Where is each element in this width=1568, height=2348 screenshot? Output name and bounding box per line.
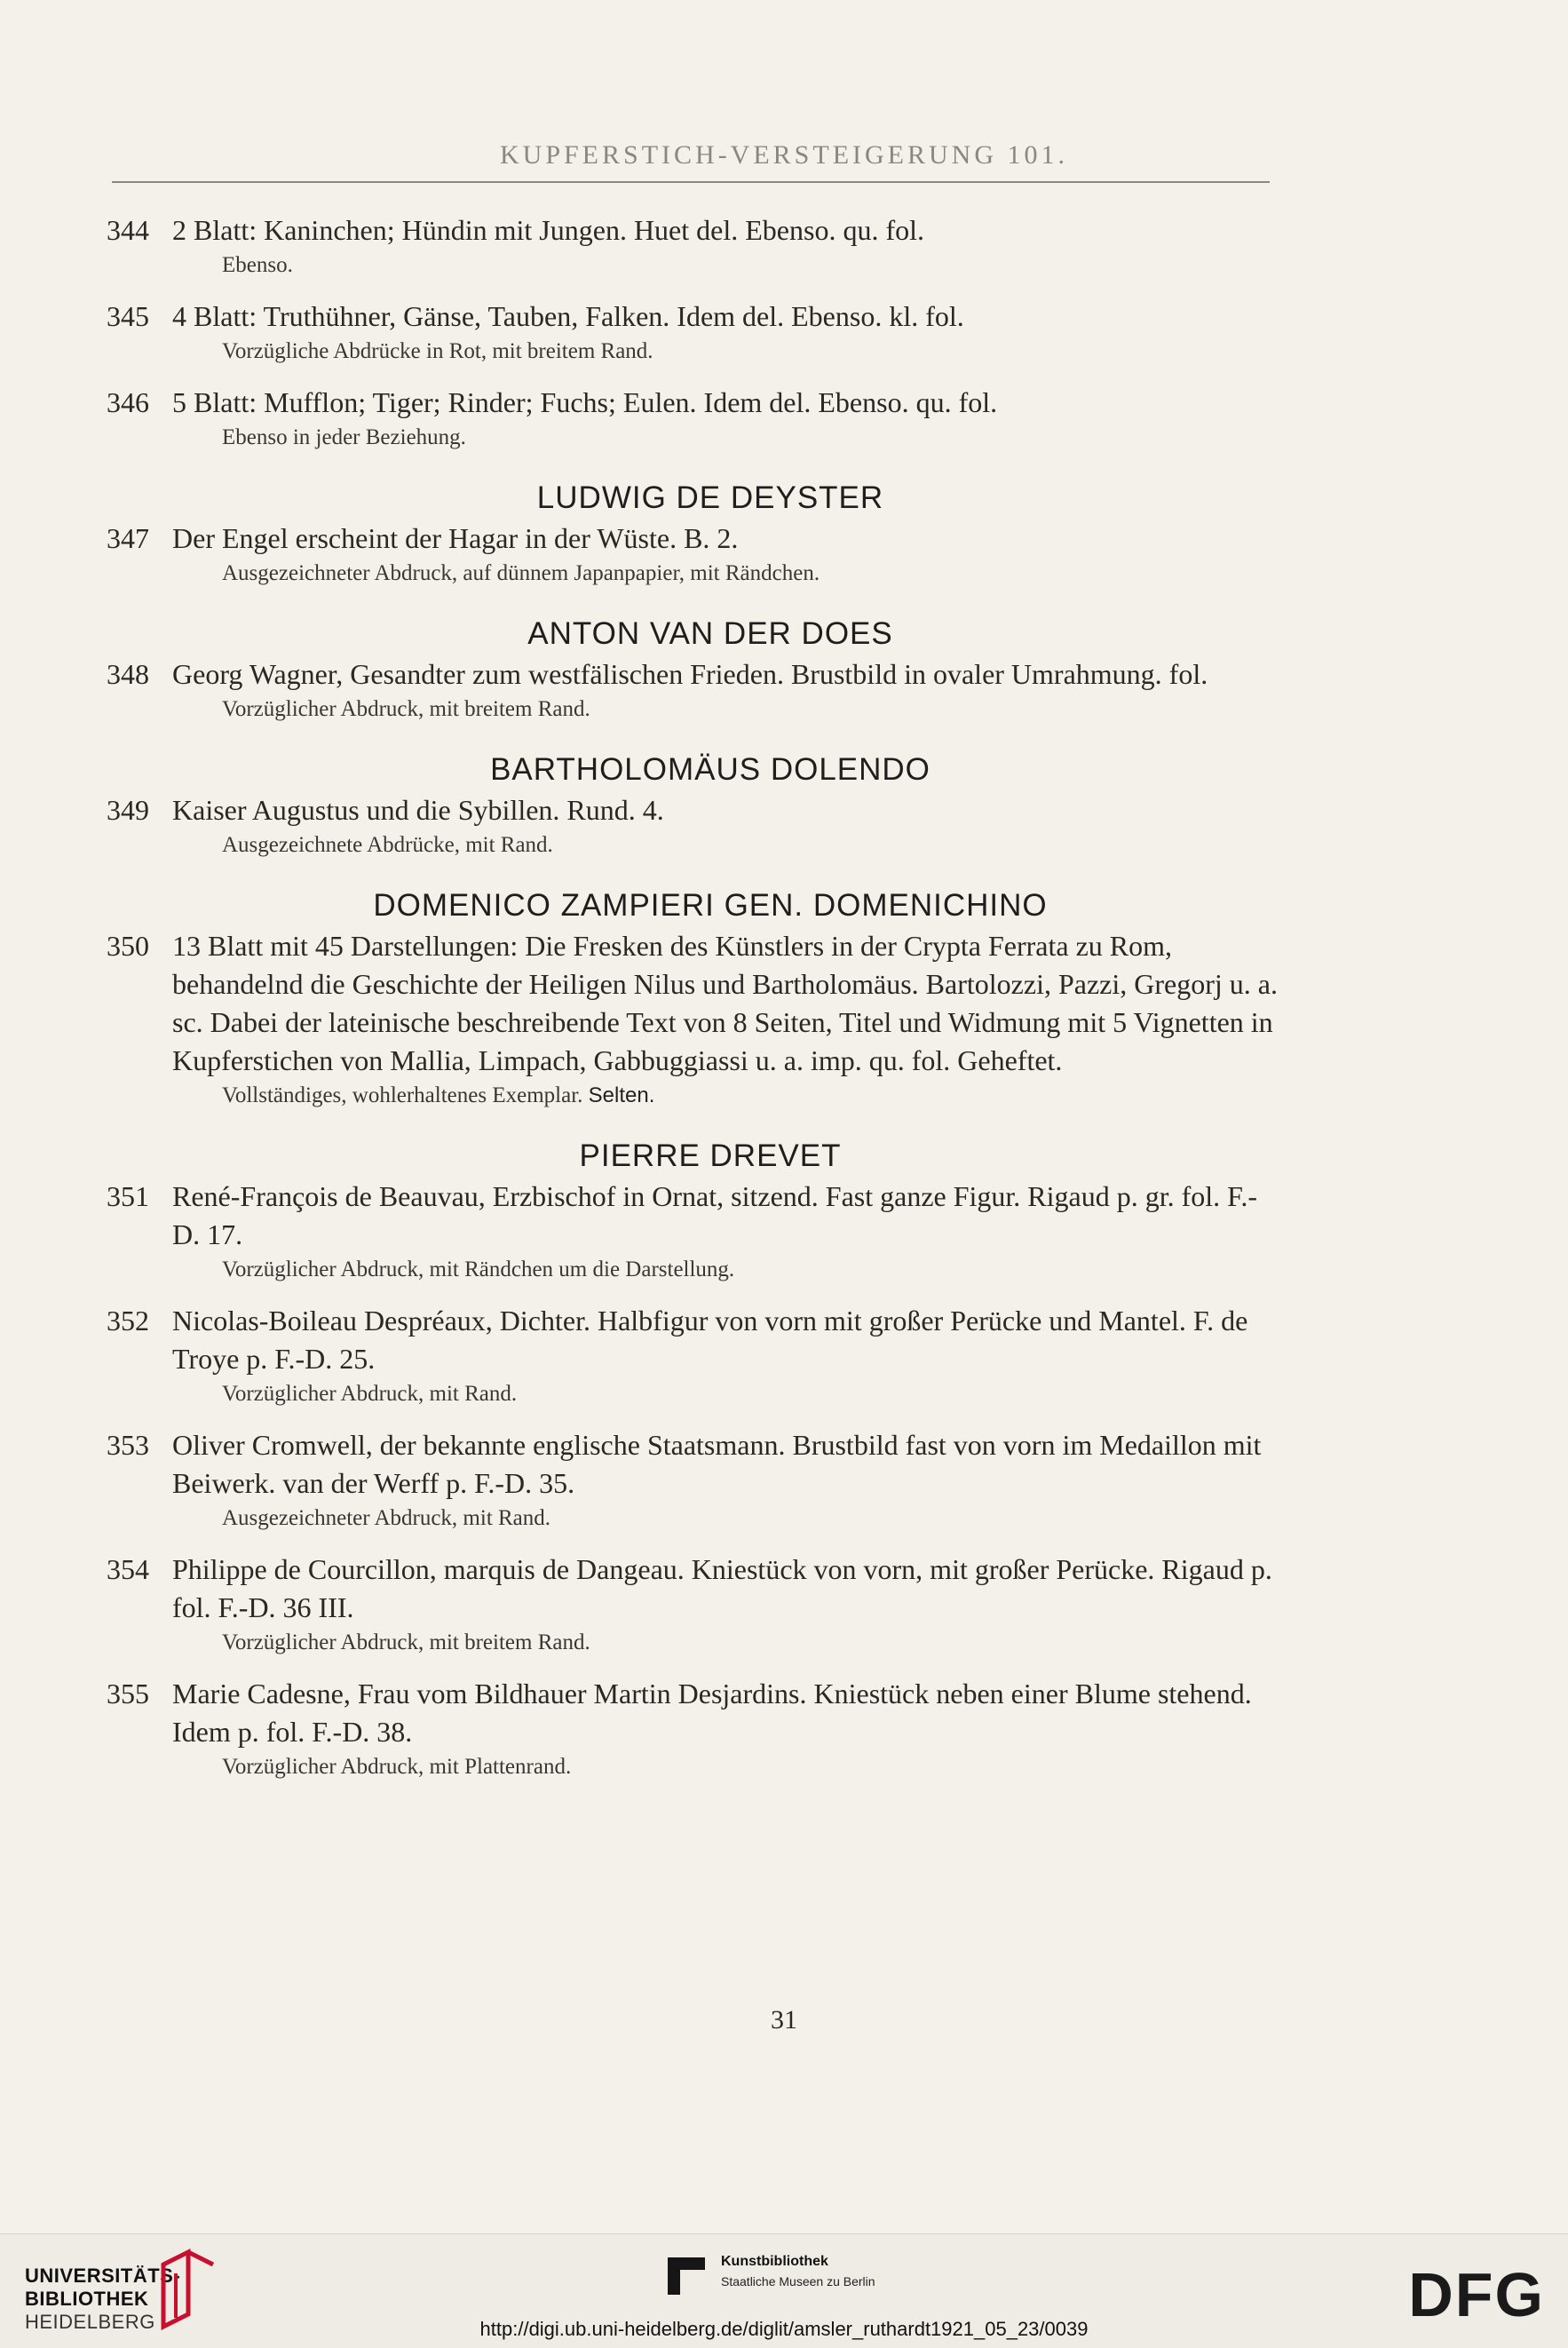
lot-entry	[107, 1551, 1279, 1659]
lot-text: 13 Blatt mit 45 Darstellungen: Die Fresken des Künstlers in der Crypta Ferrata zu Rom, behandelnd die Geschichte der Heiligen Nilus und Bartholomäus. Bartolozzi, Pazzi, Gregorj u. a. sc. Dabei der lateinische beschreibende Text von 8 Seiten, Titel und Widmung mit 5 Vignetten in Kupferstichen von Mallia, Limpach, Gabbuggiassi u. a. imp. qu. fol. Geheftet.	[172, 930, 1278, 1076]
lot-number: 344	[107, 214, 149, 246]
lot-note: Vorzügliche Abdrücke in Rot, mit breitem Rand.	[222, 339, 653, 363]
lot-entry	[107, 1426, 1279, 1535]
lot-text: René-François de Beauvau, Erzbischof in Ornat, sitzend. Fast ganze Figur. Rigaud p. gr. fol. F.-D. 17.	[172, 1180, 1258, 1250]
lot-note: Vorzüglicher Abdruck, mit Rand.	[222, 1382, 518, 1406]
lot-text: Marie Cadesne, Frau vom Bildhauer Martin Desjardins. Kniestück neben einer Blume stehend. Idem p. fol. F.-D. 38.	[172, 1678, 1252, 1748]
lot-number: 350	[107, 930, 149, 962]
page-number: 31	[771, 2005, 797, 2035]
lot-number: 355	[107, 1678, 149, 1709]
kunstbibliothek-logo-icon	[668, 2257, 705, 2295]
lot-entry	[107, 520, 1279, 590]
kb-subtitle: Staatliche Museen zu Berlin	[721, 2274, 875, 2289]
lot-note: Ebenso in jeder Beziehung.	[222, 425, 466, 449]
lot-entry	[107, 297, 1279, 368]
digitization-footer	[0, 2233, 1568, 2348]
lot-text: Kaiser Augustus und die Sybillen. Rund. 4.	[172, 794, 664, 826]
lot-number: 345	[107, 300, 149, 332]
ub-logo-line: BIBLIOTHEK	[25, 2288, 149, 2310]
lot-entry	[107, 927, 1279, 1112]
lot-text: 2 Blatt: Kaninchen; Hündin mit Jungen. Huet del. Ebenso. qu. fol.	[172, 214, 924, 246]
lot-text: 5 Blatt: Mufflon; Tiger; Rinder; Fuchs; Eulen. Idem del. Ebenso. qu. fol.	[172, 386, 998, 418]
ub-logo-line: HEIDELBERG	[25, 2311, 155, 2333]
lot-note	[172, 1080, 1279, 1112]
lot-entry	[107, 1178, 1279, 1286]
lot-text: Oliver Cromwell, der bekannte englische Staatsmann. Brustbild fast von vorn im Medaillon mit Beiwerk. van der Werff p. F.-D. 35.	[172, 1429, 1262, 1499]
lot-entry	[107, 1302, 1279, 1410]
lot-entry	[107, 655, 1279, 726]
artist-heading: ANTON VAN DER DOES	[527, 616, 893, 651]
lot-note: Vorzüglicher Abdruck, mit breitem Rand.	[222, 697, 590, 721]
lot-note: Vorzüglicher Abdruck, mit Rändchen um die Darstellung.	[222, 1257, 735, 1281]
lot-number: 349	[107, 794, 149, 826]
lot-note-text: Vollständiges, wohlerhaltenes Exemplar.	[222, 1083, 583, 1107]
lot-number: 354	[107, 1553, 149, 1585]
artist-heading: DOMENICO ZAMPIERI GEN. DOMENICHINO	[373, 888, 1048, 923]
lot-note: Vorzüglicher Abdruck, mit breitem Rand.	[222, 1630, 590, 1654]
lot-entry	[107, 791, 1279, 861]
lot-text: Der Engel erscheint der Hagar in der Wüste. B. 2.	[172, 522, 739, 554]
lot-note: Ausgezeichneter Abdruck, mit Rand.	[222, 1506, 551, 1530]
lot-entry	[107, 384, 1279, 454]
artist-heading: PIERRE DREVET	[579, 1138, 842, 1173]
artist-heading: LUDWIG DE DEYSTER	[536, 480, 884, 515]
lot-text: Nicolas-Boileau Despréaux, Dichter. Halbfigur von vorn mit großer Perücke und Mantel. F. de Troye p. F.-D. 25.	[172, 1305, 1248, 1375]
lot-number: 346	[107, 386, 149, 418]
permalink-url[interactable]: http://digi.ub.uni-heidelberg.de/diglit/amsler_ruthardt1921_05_23/0039	[479, 2318, 1089, 2340]
lot-number: 352	[107, 1305, 149, 1337]
artist-heading: BARTHOLOMÄUS DOLENDO	[490, 752, 931, 787]
lot-number: 353	[107, 1429, 149, 1461]
dfg-logo[interactable]: DFG	[1408, 2260, 1545, 2329]
rarity-label: Selten.	[588, 1083, 655, 1107]
lot-note: Ebenso.	[222, 253, 293, 277]
kb-title: Kunstbibliothek	[721, 2254, 828, 2269]
lot-text: 4 Blatt: Truthühner, Gänse, Tauben, Falken. Idem del. Ebenso. kl. fol.	[172, 300, 964, 332]
kunstbibliothek-label[interactable]	[721, 2252, 875, 2291]
ub-logo-line: UNIVERSITÄTS-	[25, 2265, 181, 2287]
lot-number: 347	[107, 522, 149, 554]
lot-text: Georg Wagner, Gesandter zum westfälischen Frieden. Brustbild in ovaler Umrahmung. fol.	[172, 658, 1208, 690]
lot-entry	[107, 1675, 1279, 1783]
header-rule	[112, 181, 1270, 183]
lot-text: Philippe de Courcillon, marquis de Dangeau. Kniestück von vorn, mit großer Perücke. Rigaud p. fol. F.-D. 36 III.	[172, 1553, 1272, 1623]
catalog-content	[107, 211, 1279, 1783]
lot-entry	[107, 211, 1279, 282]
lot-number: 351	[107, 1180, 149, 1212]
lot-note: Vorzüglicher Abdruck, mit Plattenrand.	[222, 1755, 572, 1779]
lot-number: 348	[107, 658, 149, 690]
lot-note: Ausgezeichnete Abdrücke, mit Rand.	[222, 833, 553, 857]
lot-note: Ausgezeichneter Abdruck, auf dünnem Japanpapier, mit Rändchen.	[222, 561, 820, 585]
running-head: KUPFERSTICH-VERSTEIGERUNG 101.	[499, 140, 1069, 170]
